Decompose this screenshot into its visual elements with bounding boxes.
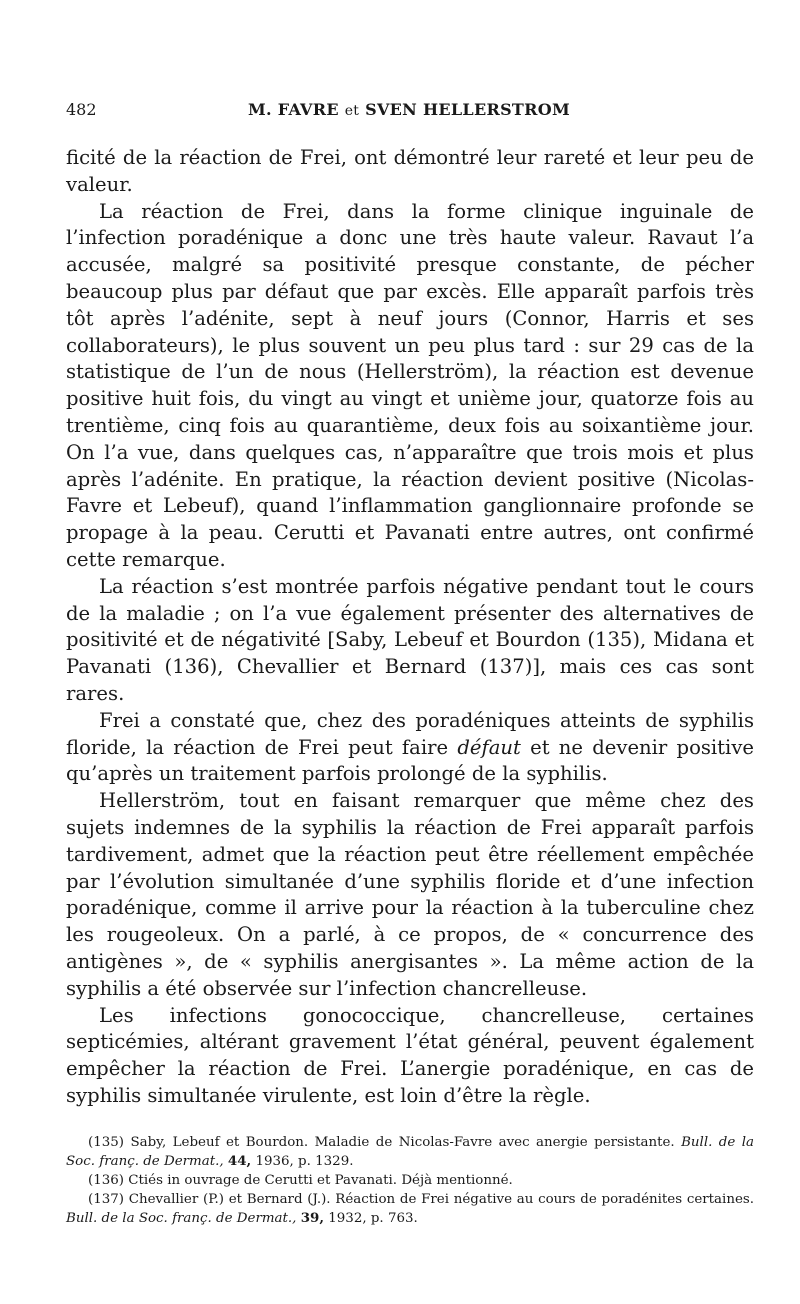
paragraph-5: Hellerström, tout en faisant remarquer que même chez des sujets indemnes de la syphilis la réaction de Frei apparaît parfois tardivement, admet que la réaction peut être réellement empêchée par l’évolution simultanée d’une syphilis floride et d’une infection poradénique, comme il arrive pour la réaction à la tuberculine chez les rougeoleux. On a parlé, à ce propos, de « concurrence des antigènes », de « syphilis anergisantes ». La même action de la syphilis a été observée sur l’infection chancrelleuse. bbox=[66, 789, 754, 1000]
paragraph-4 bbox=[66, 708, 754, 788]
body-text bbox=[66, 145, 754, 1110]
running-header bbox=[66, 100, 752, 128]
author-favre: M. FAVRE bbox=[248, 100, 339, 119]
footnote-135-text: (135) Saby, Lebeuf et Bourdon. Maladie de Nicolas-Favre avec anergie persistante. bbox=[88, 1135, 675, 1150]
paragraph-4-end: et ne devenir positive qu’après un traitement parfois prolongé de la syphilis. bbox=[66, 735, 754, 786]
footnote-137-journal: Bull. de la Soc. franç. de Dermat., bbox=[66, 1211, 297, 1226]
paragraph-4-start: Frei a constaté que, chez des poradéniques atteints de syphilis floride, la réaction de Frei peut faire bbox=[66, 708, 754, 759]
author-conjunction: et bbox=[344, 103, 360, 119]
footnote-136: (136) Ctiés in ouvrage de Cerutti et Pavanati. Déjà mentionné. bbox=[88, 1173, 513, 1188]
italic-word-defaut: défaut bbox=[457, 735, 521, 759]
page-number: 482 bbox=[66, 100, 97, 119]
paragraph-6: Les infections gonococcique, chancrelleuse, certaines septicémies, altérant gravement l’état général, peuvent également empêcher la réaction de Frei. L’anergie poradénique, en cas de syphilis simultanée virulente, est loin d’être la règle. bbox=[66, 1003, 754, 1107]
footnote-137 bbox=[66, 1190, 754, 1228]
running-head-authors bbox=[66, 100, 752, 119]
paragraph-1: ficité de la réaction de Frei, ont démontré leur rareté et leur peu de valeur. bbox=[66, 146, 754, 196]
footnote-135 bbox=[66, 1133, 754, 1171]
footnote-137-text: (137) Chevallier (P.) et Bernard (J.). Réaction de Frei négative au cours de poradénites certaines. bbox=[88, 1192, 754, 1207]
footnotes bbox=[66, 1133, 754, 1228]
paragraph-2: La réaction de Frei, dans la forme clinique inguinale de l’infection poradénique a donc une très haute valeur. Ravaut l’a accusée, malgré sa positivité presque constante, de pécher beaucoup plus par défaut que par excès. Elle apparaît parfois très tôt après l’adénite, sept à neuf jours (Connor, Harris et ses collaborateurs), le plus souvent un peu plus tard : sur 29 cas de la statistique de l’un de nous (Hellerström), la réaction est devenue positive huit fois, du vingt au vingt et unième jour, quatorze fois au trentième, cinq fois au quarantième, deux fois au soixantième jour. On l’a vue, dans quelques cas, n’apparaître que trois mois et plus après l’adénite. En pratique, la réaction devient positive (Nicolas-Favre et Lebeuf), quand l’inflammation ganglionnaire profonde se propage à la peau. Cerutti et Pavanati entre autres, ont confirmé cette remarque. bbox=[66, 199, 754, 571]
footnote-135-pages: 1936, p. 1329. bbox=[255, 1154, 354, 1169]
footnote-137-volume: 39, bbox=[300, 1210, 324, 1226]
footnote-135-journal: Bull. de la Soc. franç. de Dermat., bbox=[66, 1135, 754, 1169]
footnote-137-pages: 1932, p. 763. bbox=[328, 1211, 418, 1226]
author-hellerstrom: SVEN HELLERSTROM bbox=[365, 100, 570, 119]
paragraph-3: La réaction s’est montrée parfois négative pendant tout le cours de la maladie ; on l’a vue également présenter des alternatives de positivité et de négativité [Saby, Lebeuf et Bourdon (135), Midana et Pavanati (136), Chevallier et Bernard (137)], mais ces cas sont rares. bbox=[66, 574, 754, 705]
footnote-135-volume: 44, bbox=[227, 1153, 252, 1169]
